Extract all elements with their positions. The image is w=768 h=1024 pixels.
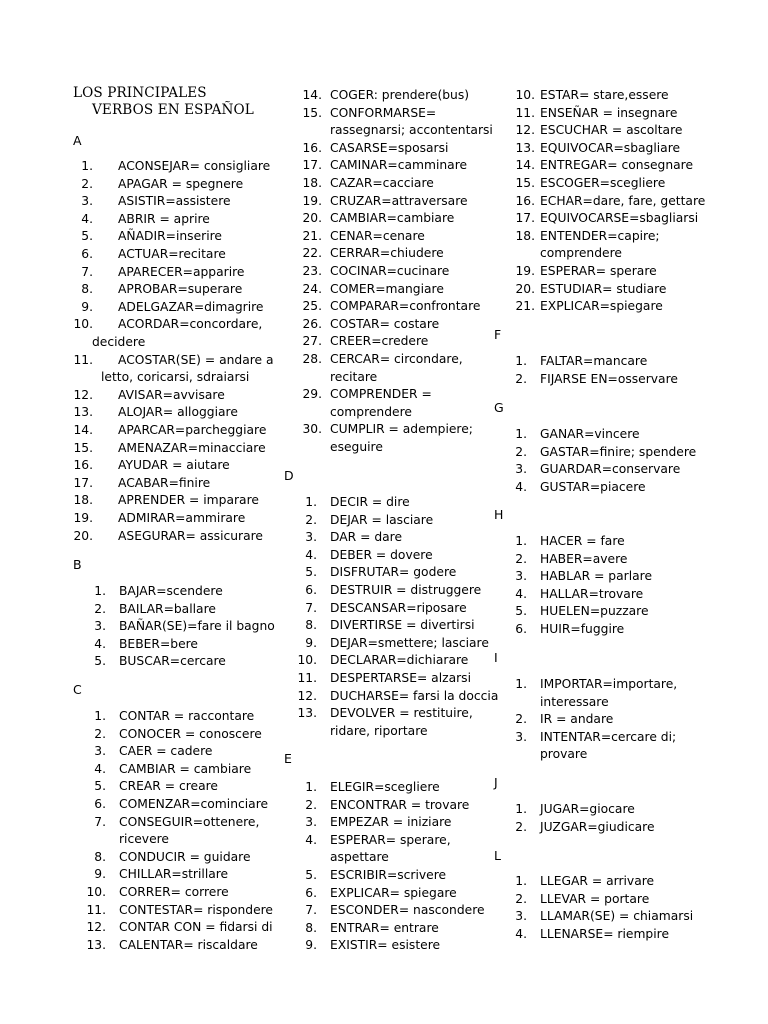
item-number: 19. xyxy=(515,264,535,278)
verb-translation: EQUIVOCAR=sbagliare xyxy=(540,140,681,155)
verb-translation: ENCONTRAR = trovare xyxy=(330,797,470,812)
verb-translation: BUSCAR=cercare xyxy=(119,654,226,669)
verb-translation: ESPERAR= sperare, xyxy=(330,832,451,847)
item-number: 4. xyxy=(81,211,93,226)
item-number: 14. xyxy=(302,88,322,102)
verb-translation: CONOCER = conoscere xyxy=(119,726,262,741)
item-number: 2. xyxy=(81,176,93,191)
item-number: 6. xyxy=(81,247,93,261)
verb-translation: DECLARAR=dichiarare xyxy=(330,653,469,668)
item-number: 21. xyxy=(302,228,322,243)
item-number: 2. xyxy=(305,797,317,812)
verb-translation: DEJAR=smettere; lasciare xyxy=(330,635,489,650)
item-number: 5. xyxy=(81,229,93,244)
item-number: 12. xyxy=(297,688,317,703)
verb-translation: APARCAR=parcheggiare xyxy=(118,423,267,437)
verb-translation: ESCONDER= nascondere xyxy=(330,903,485,918)
verb-translation: CERCAR= circondare, xyxy=(330,352,463,366)
item-number: 17. xyxy=(302,158,322,173)
verb-translation: CRUZAR=attraversare xyxy=(330,193,468,208)
item-number: 7. xyxy=(94,814,106,829)
item-number: 11. xyxy=(297,671,317,685)
item-number: 6. xyxy=(305,583,317,597)
item-number: 5. xyxy=(515,604,527,619)
item-number: 13. xyxy=(73,405,93,420)
item-number: 5. xyxy=(94,779,106,794)
verb-translation: GASTAR=finire; spendere xyxy=(540,444,697,459)
item-number: 12. xyxy=(73,387,93,402)
item-number: 3. xyxy=(515,569,527,584)
verb-translation: EXISTIR= esistere xyxy=(330,938,441,953)
verb-translation: CHILLAR=strillare xyxy=(119,867,229,882)
item-number: 13. xyxy=(86,937,106,952)
verb-translation: BAJAR=scendere xyxy=(119,584,223,598)
item-number: 1. xyxy=(515,534,527,548)
item-number: 1. xyxy=(515,802,527,816)
item-number: 17. xyxy=(73,475,93,490)
item-number: 4. xyxy=(515,926,527,941)
verb-translation: ESCOGER=scegliere xyxy=(540,176,666,190)
item-number: 14. xyxy=(73,423,93,437)
verb-translation: HALLAR=trovare xyxy=(540,586,644,601)
item-number: 1. xyxy=(94,584,106,598)
item-number: 10. xyxy=(515,88,535,102)
item-number: 29. xyxy=(302,387,322,402)
item-number: 26. xyxy=(302,316,322,331)
section-heading-j: J xyxy=(494,775,498,790)
verb-translation-continued: ricevere xyxy=(119,832,169,847)
item-number: 13. xyxy=(515,140,535,155)
verb-translation: ESCRIBIR=scrivere xyxy=(330,868,447,882)
verb-translation: APRENDER = imparare xyxy=(118,493,259,508)
item-number: 15. xyxy=(515,176,535,190)
verb-translation: COGER: prendere(bus) xyxy=(330,88,470,102)
verb-translation: EQUIVOCARSE=sbagliarsi xyxy=(540,211,699,226)
verb-translation: INTENTAR=cercare di; xyxy=(540,729,677,744)
item-number: 2. xyxy=(515,712,527,727)
verb-translation: DEVOLVER = restituire, xyxy=(330,706,473,721)
verb-translation: CONFORMARSE= xyxy=(330,105,437,120)
item-number: 5. xyxy=(305,868,317,882)
verb-translation: ABRIR = aprire xyxy=(118,211,210,226)
item-number: 1. xyxy=(305,495,317,509)
item-number: 20. xyxy=(302,211,322,226)
item-number: 24. xyxy=(302,281,322,296)
verb-translation: JUZGAR=giudicare xyxy=(540,819,655,834)
item-number: 11. xyxy=(515,105,535,120)
item-number: 10. xyxy=(86,885,106,899)
item-number: 5. xyxy=(94,654,106,669)
verb-translation: CALENTAR= riscaldare xyxy=(119,937,258,952)
verb-translation: ADMIRAR=ammirare xyxy=(118,511,246,525)
verb-translation: EMPEZAR = iniziare xyxy=(330,815,452,830)
item-number: 8. xyxy=(305,618,317,633)
verb-translation: AMENAZAR=minacciare xyxy=(118,440,266,455)
verb-translation: LLAMAR(SE) = chiamarsi xyxy=(540,909,694,924)
section-heading-l: L xyxy=(494,848,501,863)
verb-translation: ESTUDIAR= studiare xyxy=(540,281,667,296)
verb-translation: COMPARAR=confrontare xyxy=(330,299,481,314)
verb-translation: CONTAR = raccontare xyxy=(119,709,255,723)
verb-translation-continued: ridare, riportare xyxy=(330,723,428,738)
item-number: 9. xyxy=(305,635,317,650)
verb-translation-continued: provare xyxy=(540,747,588,762)
item-number: 1. xyxy=(81,159,93,173)
item-number: 1. xyxy=(94,709,106,723)
section-heading-f: F xyxy=(494,327,502,342)
verb-translation: BEBER=bere xyxy=(119,636,198,651)
verb-translation: ENTENDER=capire; xyxy=(540,228,660,243)
section-heading-d: D xyxy=(284,468,294,483)
verb-translation: ACTUAR=recitare xyxy=(118,247,226,261)
item-number: 25. xyxy=(302,299,322,314)
item-number: 13. xyxy=(297,706,317,721)
verb-translation: FIJARSE EN=osservare xyxy=(540,371,678,386)
section-heading-g: G xyxy=(494,400,504,415)
item-number: 16. xyxy=(302,140,322,155)
verb-translation: ESTAR= stare,essere xyxy=(540,88,669,102)
verb-translation-continued: rassegnarsi; accontentarsi xyxy=(330,123,493,138)
verb-translation: GANAR=vincere xyxy=(540,427,640,441)
verb-translation: LLEVAR = portare xyxy=(540,891,650,906)
item-number: 3. xyxy=(94,619,106,634)
verb-translation: BAÑAR(SE)=fare il bagno xyxy=(119,619,275,634)
verb-translation: ACONSEJAR= consigliare xyxy=(118,159,271,173)
item-number: 7. xyxy=(305,903,317,918)
section-heading-b: B xyxy=(73,557,82,572)
section-heading-e: E xyxy=(284,751,292,766)
verb-translation: COMENZAR=cominciare xyxy=(119,797,269,811)
item-number: 20. xyxy=(515,281,535,296)
verb-translation: BAILAR=ballare xyxy=(119,601,216,616)
verb-translation-continued: aspettare xyxy=(330,850,389,865)
item-number: 12. xyxy=(515,123,535,138)
verb-translation-continued: comprendere xyxy=(540,246,622,261)
item-number: 4. xyxy=(94,761,106,776)
title-line-2: VERBOS EN ESPAÑOL xyxy=(92,102,254,118)
verb-translation: HACER = fare xyxy=(540,534,625,548)
verb-translation: ALOJAR= alloggiare xyxy=(118,405,238,420)
item-number: 7. xyxy=(305,600,317,615)
verb-translation: COSTAR= costare xyxy=(330,316,440,331)
verb-translation: EXPLICAR=spiegare xyxy=(540,299,663,314)
verb-translation: GUARDAR=conservare xyxy=(540,462,681,477)
item-number: 4. xyxy=(94,636,106,651)
verb-translation: CREAR = creare xyxy=(119,779,218,794)
verb-translation: AÑADIR=inserire xyxy=(118,229,222,244)
item-number: 23. xyxy=(302,264,322,278)
verb-translation: APROBAR=superare xyxy=(118,282,243,297)
item-number: 8. xyxy=(305,920,317,935)
verb-translation-continued: decidere xyxy=(92,335,146,349)
verb-translation: COMPRENDER = xyxy=(330,387,432,402)
item-number: 18. xyxy=(302,176,322,190)
verb-translation: HABLAR = parlare xyxy=(540,569,653,584)
item-number: 1. xyxy=(515,874,527,888)
verb-translation: ACABAR=finire xyxy=(118,475,211,490)
item-number: 1. xyxy=(515,354,527,368)
verb-translation: JUGAR=giocare xyxy=(540,802,635,816)
item-number: 3. xyxy=(305,815,317,830)
item-number: 3. xyxy=(515,909,527,924)
verb-translation: CONSEGUIR=ottenere, xyxy=(119,814,260,829)
verb-translation-continued: comprendere xyxy=(330,404,412,419)
verb-translation: CENAR=cenare xyxy=(330,228,425,243)
item-number: 3. xyxy=(94,744,106,759)
item-number: 3. xyxy=(81,194,93,209)
item-number: 5. xyxy=(305,565,317,580)
item-number: 8. xyxy=(81,282,93,297)
item-number: 30. xyxy=(302,422,322,437)
item-number: 9. xyxy=(305,938,317,953)
verb-translation: DUCHARSE= farsi la doccia xyxy=(330,688,499,703)
verb-translation: APAGAR = spegnere xyxy=(118,176,244,191)
verb-translation: DAR = dare xyxy=(330,530,403,545)
verb-translation: CONTESTAR= rispondere xyxy=(119,902,273,917)
verb-translation: DEBER = dovere xyxy=(330,547,433,562)
item-number: 2. xyxy=(515,819,527,834)
item-number: 10. xyxy=(297,653,317,668)
item-number: 20. xyxy=(73,528,93,543)
verb-translation: LLEGAR = arrivare xyxy=(540,874,655,888)
verb-translation: AYUDAR = aiutare xyxy=(118,458,230,473)
item-number: 2. xyxy=(515,371,527,386)
verb-translation: CORRER= correre xyxy=(119,885,229,899)
verb-translation: HABER=avere xyxy=(540,551,628,566)
verb-translation: ECHAR=dare, fare, gettare xyxy=(540,193,706,208)
verb-translation-continued: letto, coricarsi, sdraiarsi xyxy=(101,370,250,385)
verb-translation: COMER=mangiare xyxy=(330,281,444,296)
item-number: 4. xyxy=(305,547,317,562)
verb-translation: DISFRUTAR= godere xyxy=(330,565,457,580)
verb-translation: DESTRUIR = distruggere xyxy=(330,583,482,597)
item-number: 6. xyxy=(94,797,106,811)
verb-translation: APARECER=apparire xyxy=(118,264,245,279)
section-heading-h: H xyxy=(494,507,504,522)
verb-translation: CAZAR=cacciare xyxy=(330,176,434,190)
section-heading-i: I xyxy=(494,650,498,665)
verb-translation: IR = andare xyxy=(540,712,614,727)
verb-translation: GUSTAR=piacere xyxy=(540,479,646,494)
item-number: 6. xyxy=(515,622,527,636)
item-number: 15. xyxy=(302,105,322,120)
section-heading-a: A xyxy=(73,133,82,148)
verb-translation-continued: recitare xyxy=(330,369,378,384)
item-number: 9. xyxy=(94,867,106,882)
verb-translation: ENTREGAR= consegnare xyxy=(540,158,694,173)
item-number: 1. xyxy=(515,427,527,441)
item-number: 27. xyxy=(302,334,322,349)
verb-translation: CUMPLIR = adempiere; xyxy=(330,422,473,437)
verb-translation: CAMBIAR=cambiare xyxy=(330,211,455,226)
verb-translation: ESPERAR= sperare xyxy=(540,264,657,278)
verb-translation: HUELEN=puzzare xyxy=(540,604,649,619)
section-heading-c: C xyxy=(73,682,82,697)
verb-translation: AVISAR=avvisare xyxy=(118,387,225,402)
item-number: 4. xyxy=(515,479,527,494)
item-number: 2. xyxy=(94,601,106,616)
verb-translation: ACORDAR=concordare, xyxy=(118,317,263,332)
verb-translation: DESCANSAR=riposare xyxy=(330,600,467,615)
item-number: 4. xyxy=(305,832,317,847)
item-number: 3. xyxy=(305,530,317,545)
verb-translation: IMPORTAR=importare, xyxy=(540,677,678,691)
verb-translation: CERRAR=chiudere xyxy=(330,246,444,261)
verb-translation: HUIR=fuggire xyxy=(540,622,625,636)
verb-translation: FALTAR=mancare xyxy=(540,354,648,368)
verb-translation: ENTRAR= entrare xyxy=(330,920,439,935)
item-number: 28. xyxy=(302,352,322,366)
item-number: 18. xyxy=(515,228,535,243)
verb-translation: CREER=credere xyxy=(330,334,429,349)
item-number: 11. xyxy=(73,352,93,367)
item-number: 17. xyxy=(515,211,535,226)
item-number: 8. xyxy=(94,849,106,864)
verb-translation: EXPLICAR= spiegare xyxy=(330,885,457,900)
item-number: 6. xyxy=(305,885,317,900)
verb-translation: ENSEÑAR = insegnare xyxy=(540,105,678,120)
item-number: 2. xyxy=(305,512,317,527)
verb-translation: CAMINAR=camminare xyxy=(330,158,468,173)
verb-translation: CAER = cadere xyxy=(119,744,213,759)
item-number: 19. xyxy=(73,511,93,525)
verb-translation: DECIR = dire xyxy=(330,495,410,509)
verb-translation: ASISTIR=assistere xyxy=(118,194,231,209)
item-number: 2. xyxy=(94,726,106,741)
item-number: 19. xyxy=(302,193,322,208)
item-number: 10. xyxy=(73,317,93,332)
verb-translation: CASARSE=sposarsi xyxy=(330,140,449,155)
verb-translation: CONTAR CON = fidarsi di xyxy=(119,920,273,935)
verb-translation: DESPERTARSE= alzarsi xyxy=(330,671,471,685)
item-number: 14. xyxy=(515,158,535,173)
verb-translation: ASEGURAR= assicurare xyxy=(118,528,263,543)
item-number: 2. xyxy=(515,891,527,906)
verb-translation: LLENARSE= riempire xyxy=(540,926,670,941)
item-number: 12. xyxy=(86,920,106,935)
item-number: 1. xyxy=(515,677,527,691)
verb-translation: ELEGIR=scegliere xyxy=(330,780,440,794)
verb-translation: ADELGAZAR=dimagrire xyxy=(118,299,264,314)
item-number: 16. xyxy=(73,458,93,473)
item-number: 2. xyxy=(515,551,527,566)
verb-translation: ACOSTAR(SE) = andare a xyxy=(118,352,274,367)
item-number: 16. xyxy=(515,193,535,208)
item-number: 4. xyxy=(515,586,527,601)
item-number: 3. xyxy=(515,729,527,744)
item-number: 2. xyxy=(515,444,527,459)
verb-translation: COCINAR=cucinare xyxy=(330,264,450,278)
title-line-1: LOS PRINCIPALES xyxy=(73,85,207,101)
verb-translation: DEJAR = lasciare xyxy=(330,512,434,527)
verb-translation: DIVERTIRSE = divertirsi xyxy=(330,618,475,633)
item-number: 3. xyxy=(515,462,527,477)
item-number: 9. xyxy=(81,299,93,314)
item-number: 22. xyxy=(302,246,322,261)
item-number: 1. xyxy=(305,780,317,794)
item-number: 11. xyxy=(86,902,106,917)
verb-translation-continued: eseguire xyxy=(330,440,383,454)
item-number: 15. xyxy=(73,440,93,455)
item-number: 21. xyxy=(515,299,535,314)
verb-translation: CONDUCIR = guidare xyxy=(119,849,251,864)
verb-translation: ESCUCHAR = ascoltare xyxy=(540,123,683,138)
verb-translation: CAMBIAR = cambiare xyxy=(119,761,252,776)
item-number: 18. xyxy=(73,493,93,508)
verb-translation-continued: interessare xyxy=(540,694,609,709)
item-number: 7. xyxy=(81,264,93,279)
